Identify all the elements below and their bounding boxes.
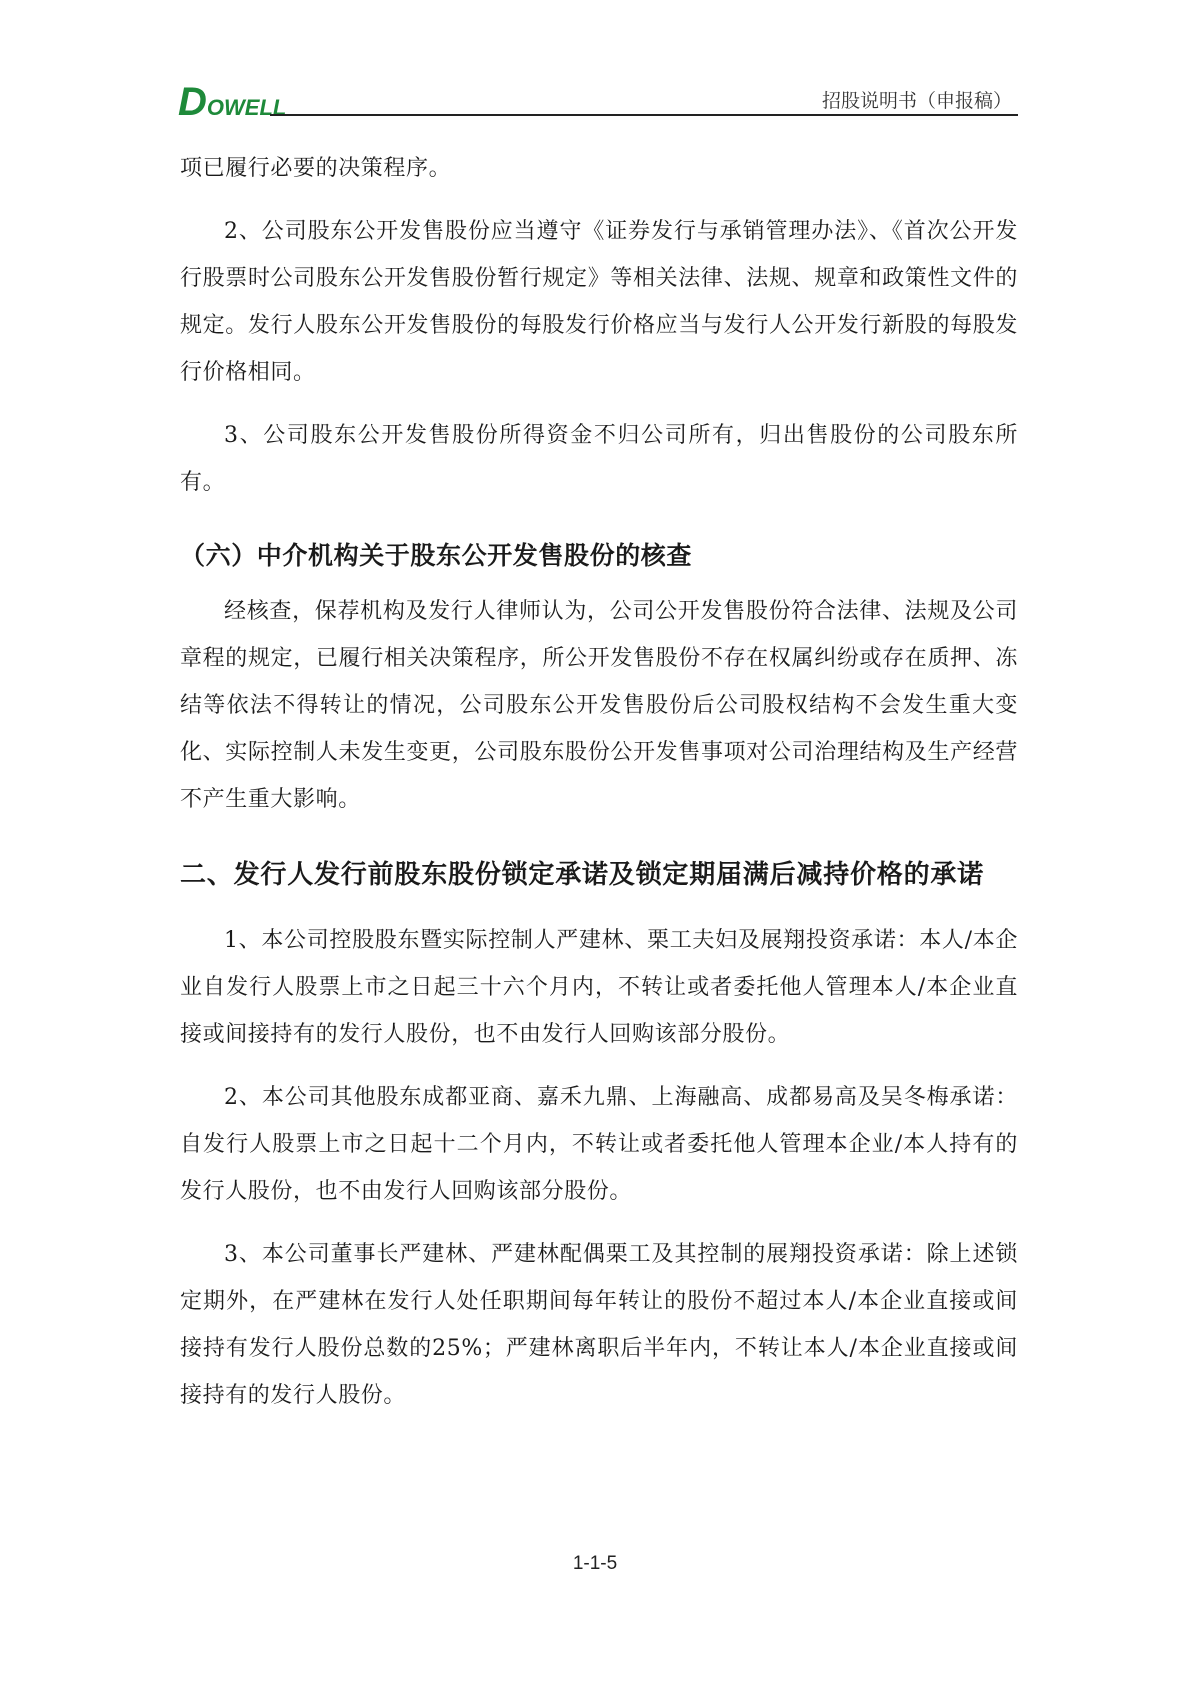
paragraph-commitment-1: 1、本公司控股股东暨实际控制人严建林、栗工夫妇及展翔投资承诺：本人/本企业自发行人股票上市之日起三十六个月内，不转让或者委托他人管理本人/本企业直接或间接持有的发行人股份，也不由发行人回购该部分股份。 [180, 928, 1018, 1047]
header-divider [270, 114, 1018, 116]
paragraph-commitment-3: 3、本公司董事长严建林、严建林配偶栗工及其控制的展翔投资承诺：除上述锁定期外，在严建林在发行人处任职期间每年转让的股份不超过本人/本企业直接或间接持有发行人股份总数的25%；严建林离职后半年内，不转让本人/本企业直接或间接持有的发行人股份。 [180, 1242, 1018, 1408]
section-heading-six: （六）中介机构关于股东公开发售股份的核查 [180, 541, 693, 570]
company-logo [178, 82, 286, 122]
paragraph-item-3: 3、公司股东公开发售股份所得资金不归公司所有，归出售股份的公司股东所有。 [180, 423, 1018, 495]
document-body [180, 145, 1018, 1419]
page-header [178, 80, 1018, 124]
paragraph-continuation: 项已履行必要的决策程序。 [180, 156, 452, 181]
logo-text: OWELL [206, 95, 287, 120]
page-number: 1-1-5 [572, 1553, 618, 1574]
logo-initial: D [178, 80, 207, 124]
paragraph-verification: 经核查，保荐机构及发行人律师认为，公司公开发售股份符合法律、法规及公司章程的规定，已履行相关决策程序，所公开发售股份不存在权属纠纷或存在质押、冻结等依法不得转让的情况，公司股东公开发售股份后公司股权结构不会发生重大变化、实际控制人未发生变更，公司股东股份公开发售事项对公司治理结构及生产经营不产生重大影响。 [180, 599, 1018, 812]
paragraph-item-2: 2、公司股东公开发售股份应当遵守《证券发行与承销管理办法》、《首次公开发行股票时公司股东公开发售股份暂行规定》等相关法律、法规、规章和政策性文件的规定。发行人股东公开发售股份的每股发行价格应当与发行人公开发行新股的每股发行价格相同。 [180, 219, 1018, 385]
paragraph-commitment-2: 2、本公司其他股东成都亚商、嘉禾九鼎、上海融高、成都易高及吴冬梅承诺：自发行人股票上市之日起十二个月内，不转让或者委托他人管理本企业/本人持有的发行人股份，也不由发行人回购该部分股份。 [180, 1085, 1018, 1204]
section-heading-two: 二、发行人发行前股东股份锁定承诺及锁定期届满后减持价格的承诺 [180, 860, 985, 890]
document-title: 招股说明书（申报稿） [821, 90, 1012, 112]
